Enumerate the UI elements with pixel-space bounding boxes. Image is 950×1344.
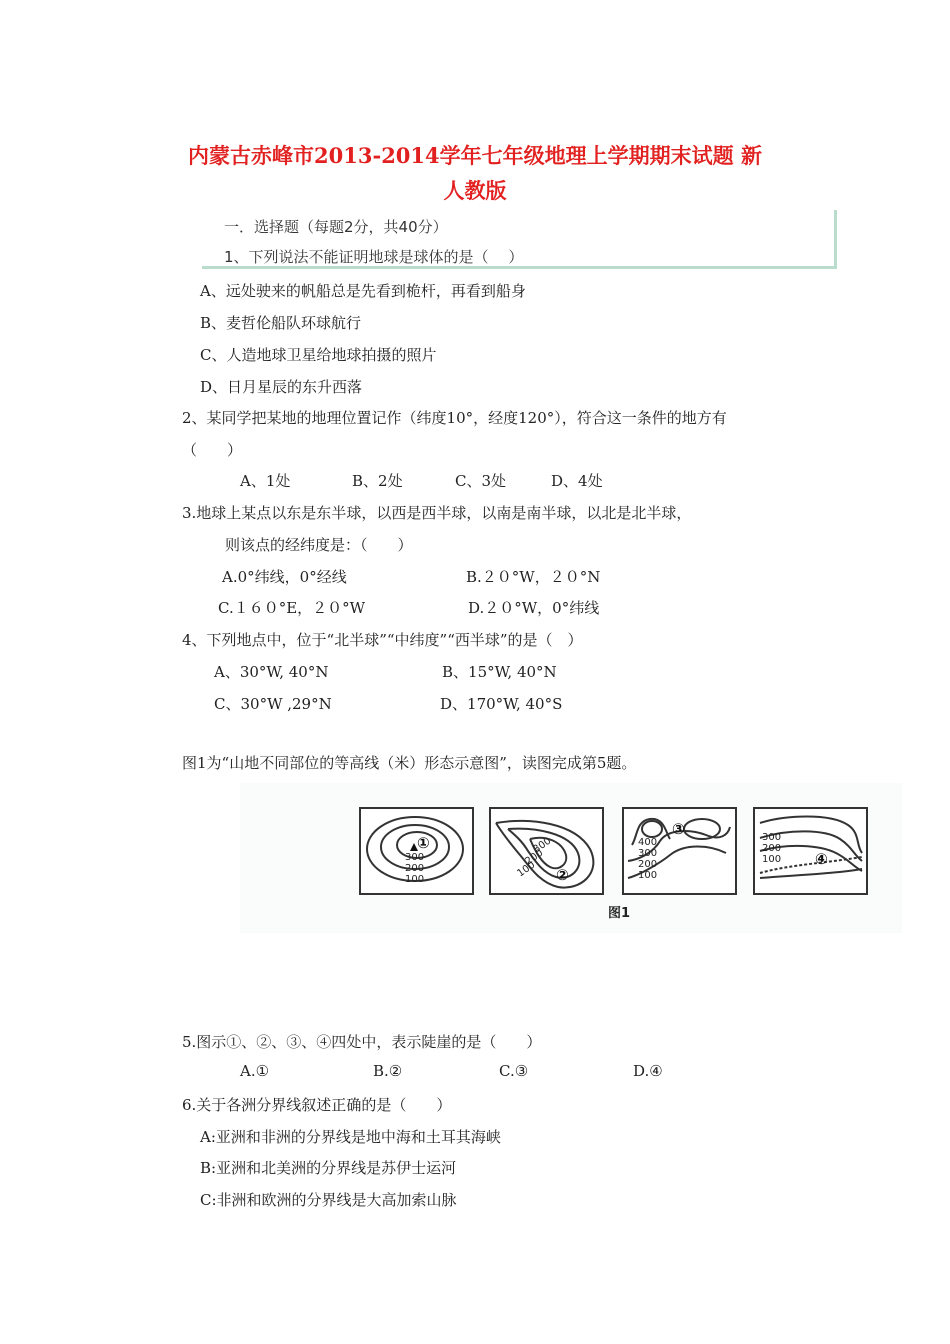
q4-stem: 4、下列地点中，位于“北半球”“中纬度”“西半球”的是（ ）: [182, 631, 583, 649]
marker-3: ③: [672, 820, 685, 838]
page-title-line2: 人教版: [443, 178, 507, 203]
q1-option-d: D、日月星辰的东升西落: [200, 378, 363, 396]
q1-option-a: A、远处驶来的帆船总是先看到桅杆，再看到船身: [200, 282, 526, 300]
q5-option-c: C.③: [499, 1062, 529, 1080]
panel-3-label-300: 300: [638, 848, 658, 859]
q3-stem: 3.地球上某点以东是东半球，以西是西半球，以南是南半球，以北是北半球，: [182, 504, 692, 522]
page-title-line1: 内蒙古赤峰市2013-2014学年七年级地理上学期期末试题 新: [188, 143, 762, 168]
q3-option-b: B.２０°W，２０°N: [466, 568, 601, 586]
panel-2-label-100: 100: [515, 859, 538, 880]
q2-option-a: A、1处: [240, 472, 291, 490]
q6-option-a: A:亚洲和非洲的分界线是地中海和土耳其海峡: [200, 1128, 501, 1146]
panel-3-label-100: 100: [638, 870, 658, 881]
section-heading: 一．选择题（每题2分，共40分）: [224, 218, 448, 236]
question-1-stem: 1、下列说法不能证明地球是球体的是（ ）: [224, 248, 524, 266]
q1-option-b: B、麦哲伦船队环球航行: [200, 314, 362, 332]
q1-option-c: C、人造地球卫星给地球拍摄的照片: [200, 346, 437, 364]
q4-option-d: D、170°W, 40°S: [440, 695, 563, 713]
figure-caption: 图1: [608, 906, 631, 921]
q5-stem: 5.图示①、②、③、④四处中，表示陡崖的是（ ）: [182, 1033, 542, 1051]
q2-option-c: C、3处: [455, 472, 507, 490]
marker-1: ①: [417, 834, 430, 852]
q2-option-b: B、2处: [352, 472, 403, 490]
q3-option-c: C.１６０°E，２０°W: [218, 599, 366, 617]
q5-option-d: D.④: [633, 1062, 663, 1080]
q3-stem-2: 则该点的经纬度是：（ ）: [225, 536, 413, 554]
q2-stem: 2、某同学把某地的地理位置记作（纬度10°，经度120°），符合这一条件的地方有: [182, 409, 727, 427]
q4-option-c: C、30°W ,29°N: [214, 695, 332, 713]
panel-1-label-300: 300: [405, 852, 425, 863]
q6-option-c: C:非洲和欧洲的分界线是大高加索山脉: [200, 1191, 457, 1209]
q3-option-a: A.0°纬线，0°经线: [222, 568, 347, 586]
section-banner: [202, 210, 837, 269]
panel-1-label-100: 100: [405, 874, 425, 885]
q6-stem: 6.关于各洲分界线叙述正确的是（ ）: [182, 1096, 452, 1114]
q4-option-a: A、30°W, 40°N: [214, 663, 329, 681]
q5-option-a: A.①: [240, 1062, 270, 1080]
panel-2-label-300: 300: [531, 835, 554, 856]
q3-option-d: D.２０°W，0°纬线: [468, 599, 600, 617]
panel-3-label-200: 200: [638, 859, 658, 870]
contour-figure: [240, 783, 902, 933]
figure-intro: 图1为“山地不同部位的等高线（米）形态示意图”，读图完成第5题。: [182, 754, 637, 772]
panel-1-label-200: 200: [405, 863, 425, 874]
q2-paren: （ ）: [182, 441, 243, 459]
panel-3-label-400: 400: [638, 837, 658, 848]
panel-4-label-300: 300: [762, 832, 782, 843]
q6-option-b: B:亚洲和北美洲的分界线是苏伊士运河: [200, 1159, 457, 1177]
contour-figure-svg: [240, 783, 902, 933]
q5-option-b: B.②: [373, 1062, 403, 1080]
q2-option-d: D、4处: [551, 472, 603, 490]
panel-2-label-200: 200: [523, 847, 546, 868]
marker-4: ④: [815, 850, 828, 868]
marker-2: ②: [556, 866, 569, 884]
panel-4-label-100: 100: [762, 854, 782, 865]
q4-option-b: B、15°W, 40°N: [442, 663, 557, 681]
panel-4-label-200: 200: [762, 843, 782, 854]
